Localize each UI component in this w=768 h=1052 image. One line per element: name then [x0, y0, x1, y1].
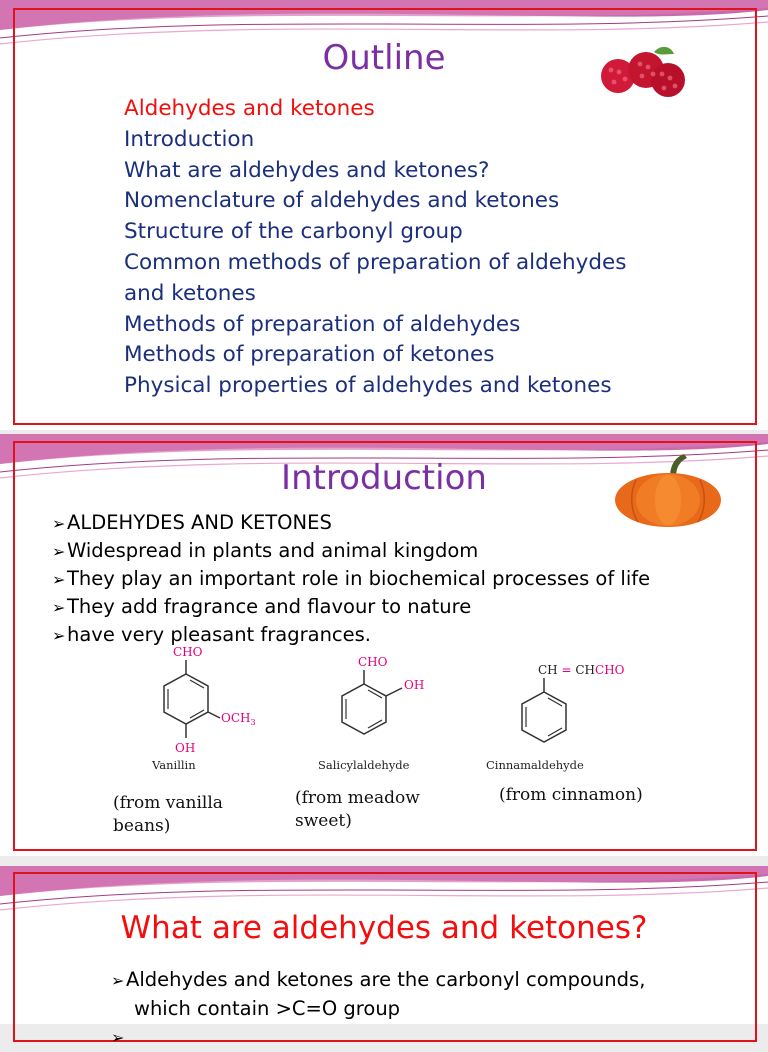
list-item: ➢Widespread in plants and animal kingdom — [52, 537, 650, 565]
page-title: Introduction — [281, 458, 487, 498]
formula-label: CHO — [173, 645, 203, 659]
list-item: ➢They add fragrance and flavour to nature — [52, 593, 650, 621]
formula-label: CH = CHCHO — [538, 663, 625, 677]
arrow-bullet-icon: ➢ — [52, 598, 66, 617]
list-item: ➢have very pleasant fragrances. — [52, 621, 650, 649]
arrow-bullet-icon: ➢ — [52, 514, 66, 533]
outline-item: Common methods of preparation of aldehydes — [124, 249, 627, 275]
intro-bullet-list — [52, 509, 650, 649]
compound-name: Salicylaldehyde — [318, 758, 410, 772]
slide-what-are — [0, 866, 768, 1047]
compound-source: (from meadow sweet) — [295, 788, 420, 831]
compound-source: (from vanilla beans) — [113, 793, 223, 836]
outline-list — [124, 94, 626, 402]
cinnamaldehyde-structure — [510, 658, 660, 748]
what-bullet-list — [111, 966, 645, 1052]
list-item: ➢Aldehydes and ketones are the carbonyl compounds, which contain >C=O group — [111, 968, 646, 1020]
outline-item: Nomenclature of aldehydes and ketones — [124, 188, 560, 214]
page-title: Outline — [322, 38, 446, 78]
outline-item: Aldehydes and ketones — [124, 96, 375, 121]
list-item: ➢ALDEHYDES AND KETONES — [52, 509, 650, 537]
formula-label: CHO — [358, 655, 388, 669]
list-item — [111, 1023, 645, 1052]
outline-item: Introduction — [124, 126, 255, 152]
arrow-bullet-icon: ➢ — [111, 1028, 125, 1047]
formula-label: OH — [175, 741, 196, 755]
page-title: What are aldehydes and ketones? — [120, 910, 648, 946]
slide-introduction — [0, 434, 768, 856]
arrow-bullet-icon: ➢ — [52, 570, 66, 589]
arrow-bullet-icon: ➢ — [52, 626, 66, 645]
compound-source: (from cinnamon) — [499, 785, 643, 805]
formula-label: OH — [404, 678, 425, 692]
compound-name: Vanillin — [152, 758, 196, 772]
outline-item: Physical properties of aldehydes and ketones — [124, 373, 612, 399]
list-item: ➢They play an important role in biochemical processes of life — [52, 565, 650, 593]
outline-item: and ketones — [124, 280, 256, 306]
formula-label: $OCH_3$ — [221, 711, 256, 727]
arrow-bullet-icon: ➢ — [111, 971, 125, 990]
slide-outline — [0, 0, 768, 430]
arrow-bullet-icon: ➢ — [52, 542, 66, 561]
outline-item: Methods of preparation of ketones — [124, 342, 495, 368]
outline-item: Structure of the carbonyl group — [124, 219, 463, 245]
vanillin-structure — [140, 642, 280, 774]
outline-item: Methods of preparation of aldehydes — [124, 311, 521, 337]
salicylaldehyde-structure — [328, 652, 438, 744]
raspberries-icon — [596, 42, 692, 102]
compound-name: Cinnamaldehyde — [486, 758, 584, 772]
outline-item: What are aldehydes and ketones? — [124, 157, 490, 183]
